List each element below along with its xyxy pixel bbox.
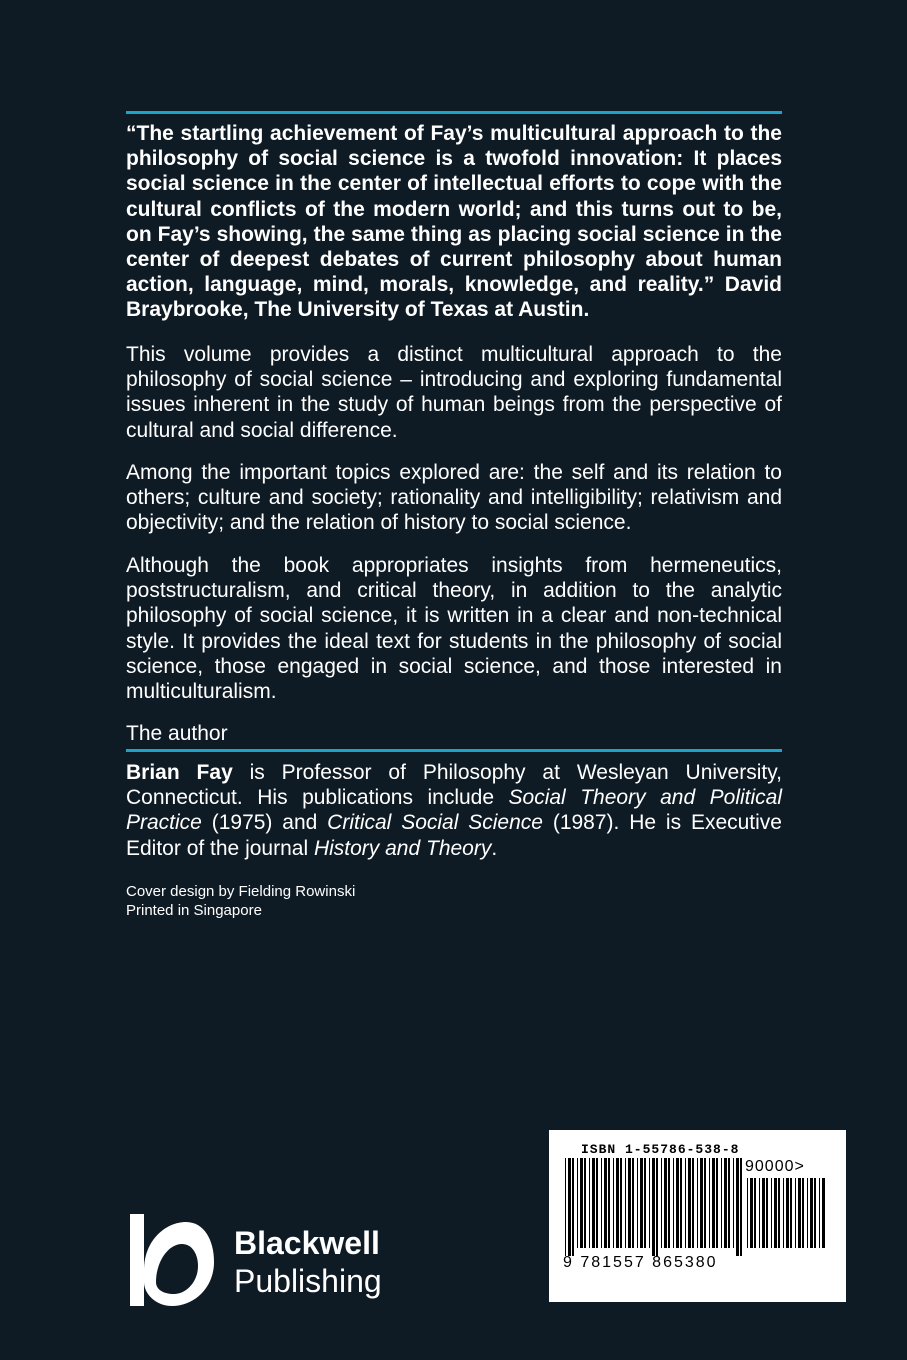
barcode-bar — [628, 1158, 631, 1248]
author-bio — [126, 760, 782, 861]
bio-text-b: (1975) and — [201, 811, 328, 835]
barcode-bar — [673, 1158, 674, 1248]
blackwell-logo-icon — [126, 1210, 216, 1306]
publisher-line-1: Blackwell — [234, 1225, 380, 1261]
cover-design-credit: Cover design by Fielding Rowinski — [126, 883, 356, 900]
ean-digits: 9 781557 865380 — [563, 1254, 718, 1271]
barcode-bar — [762, 1178, 765, 1248]
description-paragraph-2: Among the important topics explored are: the self and its relation to others; culture and society; rationality and intelligibility; relativism and objectivity; and the relation of history to social science. — [126, 461, 782, 535]
addon-digits: 90000> — [745, 1158, 805, 1175]
barcode-bar — [584, 1158, 586, 1248]
printed-in-credit: Printed in Singapore — [126, 902, 262, 919]
barcode-panel — [549, 1130, 846, 1302]
barcode-bar — [685, 1158, 686, 1248]
bio-text-d: . — [491, 836, 498, 860]
barcode-bar — [644, 1158, 646, 1248]
barcode-bar — [814, 1178, 816, 1248]
barcode-bar — [661, 1158, 662, 1248]
bio-text-c: (1987). He is Executive Editor of the journal — [126, 811, 782, 860]
barcode-bar — [750, 1178, 753, 1248]
barcode-bar — [656, 1158, 658, 1256]
barcode-bar — [810, 1178, 813, 1248]
barcode-bar — [790, 1178, 792, 1248]
barcode-bar — [620, 1158, 622, 1248]
barcode-bar — [613, 1158, 614, 1248]
book-title-2: Critical Social Science — [327, 811, 543, 835]
author-rule — [126, 749, 782, 752]
description-paragraph-1: This volume provides a distinct multicultural approach to the philosophy of social science – introducing and exploring fundamental issues inherent in the study of human beings from the perspective of cultural and social difference. — [126, 343, 782, 442]
addon-barcode-icon — [745, 1178, 825, 1276]
barcode-bar — [652, 1158, 655, 1256]
barcode-bar — [589, 1158, 590, 1248]
bio-text-a: is Professor of Philosophy at Wesleyan University, Connecticut. His publications include — [126, 761, 782, 810]
barcode-bar — [568, 1158, 571, 1256]
barcode-bar — [668, 1158, 670, 1248]
author-heading: The author — [126, 722, 228, 745]
barcode-bar — [697, 1158, 698, 1248]
journal-title: History and Theory — [313, 836, 492, 860]
barcode-bar — [733, 1158, 734, 1248]
barcode-bar — [676, 1158, 679, 1248]
barcode-bar — [759, 1178, 760, 1248]
barcode-bar — [664, 1158, 667, 1248]
barcode-bar — [632, 1158, 634, 1248]
barcode-bar — [783, 1178, 784, 1248]
barcode-bar — [798, 1178, 801, 1248]
isbn-text: ISBN 1-55786-538-8 — [581, 1142, 740, 1157]
barcode-bar — [819, 1178, 820, 1248]
barcode-bar — [604, 1158, 607, 1248]
barcode-bar — [577, 1158, 578, 1248]
barcode-bar — [700, 1158, 703, 1248]
barcode-bar — [608, 1158, 610, 1248]
barcode-bar — [721, 1158, 722, 1248]
barcode-bar — [565, 1158, 566, 1256]
barcode-bar — [637, 1158, 638, 1248]
barcode-bar — [596, 1158, 598, 1248]
book-title-1: Social Theory and Political Practice — [126, 786, 782, 835]
barcode-bar — [822, 1178, 825, 1248]
credits — [126, 882, 355, 920]
barcode-bar — [807, 1178, 808, 1248]
barcode-bar — [709, 1158, 710, 1248]
barcode-bar — [795, 1178, 796, 1248]
barcode-bar — [724, 1158, 727, 1248]
barcode-bar — [688, 1158, 691, 1248]
barcode-bar — [601, 1158, 602, 1248]
barcode-bar — [778, 1178, 780, 1248]
barcode-bar — [740, 1158, 742, 1256]
barcode-bar — [692, 1158, 694, 1248]
barcode-bar — [704, 1158, 706, 1248]
barcode-bar — [736, 1158, 739, 1256]
barcode-bar — [580, 1158, 583, 1248]
barcode-bar — [786, 1178, 789, 1248]
top-rule — [126, 111, 782, 114]
barcode-bar — [649, 1158, 650, 1248]
barcode-bar — [774, 1178, 777, 1248]
barcode-bar — [747, 1178, 748, 1248]
barcode-bar — [766, 1178, 768, 1248]
barcode-bar — [680, 1158, 682, 1248]
publisher-line-2: Publishing — [234, 1263, 382, 1299]
barcode-bar — [771, 1178, 772, 1248]
author-name: Brian Fay — [126, 761, 233, 784]
barcode-bar — [625, 1158, 626, 1248]
barcode-bar — [592, 1158, 595, 1248]
publisher-name — [234, 1224, 382, 1300]
review-quote: “The startling achievement of Fay’s multicultural approach to the philosophy of social science is a twofold innovation: It places social science in the center of intellectual efforts to cope with the cultural conflicts of the modern world; and this turns out to be, on Fay’s showing, the same thing as placing social science in the center of deepest debates of current philosophy about human action, language, mind, morals, knowledge, and reality.” David Braybrooke, The University of Texas at Austin. — [126, 122, 782, 322]
description-paragraph-3: Although the book appropriates insights from hermeneutics, poststructuralism, and critical theory, in addition to the analytic philosophy of social science, it is written in a clear and non-technical style. It provides the ideal text for students in the philosophy of social science, those engaged in social science, and those interested in multiculturalism. — [126, 554, 782, 704]
ean-barcode-icon — [563, 1158, 743, 1256]
barcode-bar — [616, 1158, 619, 1248]
barcode-bar — [728, 1158, 730, 1248]
barcode-bar — [712, 1158, 715, 1248]
barcode-bar — [802, 1178, 804, 1248]
barcode-bar — [572, 1158, 574, 1256]
barcode-bar — [716, 1158, 718, 1248]
barcode-bar — [640, 1158, 643, 1248]
barcode-bar — [754, 1178, 756, 1248]
